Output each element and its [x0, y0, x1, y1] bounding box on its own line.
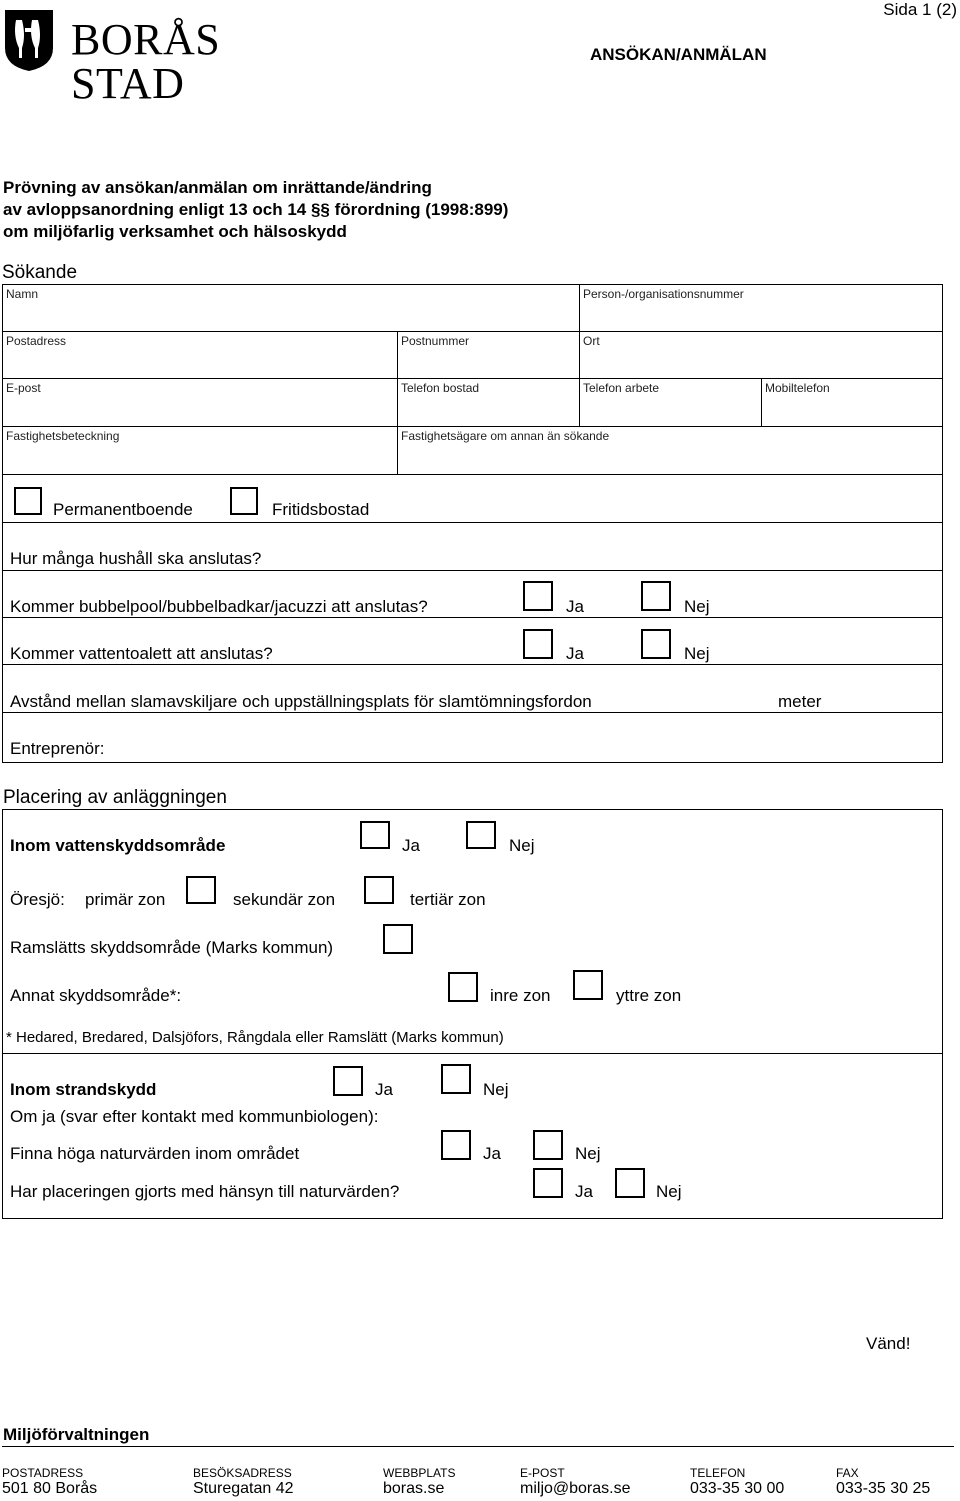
water-protection-yes-checkbox[interactable] — [360, 821, 390, 849]
divider — [397, 426, 398, 474]
consideration-yes-checkbox[interactable] — [533, 1168, 563, 1198]
nature-values-no-checkbox[interactable] — [533, 1130, 563, 1160]
divider — [2, 1053, 943, 1054]
email-field[interactable]: E-post — [6, 381, 41, 395]
org-number-field[interactable]: Person-/organisationsnummer — [583, 287, 744, 301]
pool-yes-checkbox[interactable] — [523, 581, 553, 611]
shore-protection-no-checkbox[interactable] — [441, 1064, 471, 1094]
shore-protection-label: Inom strandskydd — [10, 1080, 157, 1099]
document-type: ANSÖKAN/ANMÄLAN — [590, 45, 767, 64]
divider — [2, 474, 943, 475]
section-heading-applicant: Sökande — [2, 262, 78, 283]
permanent-label: Permanentboende — [53, 500, 193, 519]
water-protection-no-label: Nej — [509, 836, 535, 855]
phone-home-field[interactable]: Telefon bostad — [401, 381, 480, 395]
footer-value-fax: 033-35 30 25 — [836, 1480, 931, 1497]
divider — [579, 284, 580, 331]
footer-label-visit: BESÖKSADRESS — [193, 1466, 292, 1480]
outer-zone-checkbox[interactable] — [573, 970, 603, 1000]
footer-value-phone: 033-35 30 00 — [690, 1480, 785, 1497]
footer-label-email: E-POST — [520, 1466, 565, 1480]
shore-protection-no-label: Nej — [483, 1080, 509, 1099]
divider — [2, 522, 943, 523]
name-field[interactable]: Namn — [6, 287, 39, 301]
distance-unit: meter — [778, 692, 822, 711]
nature-values-yes-label: Ja — [483, 1144, 501, 1163]
footer-divider — [2, 1446, 954, 1447]
nature-values-yes-checkbox[interactable] — [441, 1130, 471, 1160]
phone-work-field[interactable]: Telefon arbete — [583, 381, 660, 395]
inner-zone-label: inre zon — [490, 986, 551, 1005]
consideration-label: Har placeringen gjorts med hänsyn till naturvärden? — [10, 1182, 400, 1201]
divider — [2, 664, 943, 665]
water-protection-no-checkbox[interactable] — [466, 821, 496, 849]
footer-label-web: WEBBPLATS — [383, 1466, 456, 1480]
footer-value-web[interactable]: boras.se — [383, 1480, 445, 1497]
pool-no-checkbox[interactable] — [641, 581, 671, 611]
footer-value-visit: Sturegatan 42 — [193, 1480, 294, 1497]
pool-no-label: Nej — [684, 597, 710, 616]
ramslatt-checkbox[interactable] — [383, 924, 413, 954]
toilet-yes-checkbox[interactable] — [523, 629, 553, 659]
holiday-checkbox[interactable] — [230, 487, 258, 515]
page-title — [3, 177, 508, 243]
divider — [2, 712, 943, 713]
property-owner-field[interactable]: Fastighetsägare om annan än sökande — [401, 429, 610, 443]
borås-stad-logo — [3, 8, 343, 108]
water-protection-label: Inom vattenskyddsområde — [10, 836, 226, 855]
footer-value-postal: 501 80 Borås — [2, 1480, 98, 1497]
toilet-no-checkbox[interactable] — [641, 629, 671, 659]
title-line-1: Prövning av ansökan/anmälan om inrättande/ändring — [3, 178, 432, 197]
turn-over-note: Vänd! — [866, 1334, 911, 1353]
divider — [2, 378, 943, 379]
distance-question[interactable]: Avstånd mellan slamavskiljare och uppställningsplats för slamtömningsfordon — [10, 692, 592, 711]
divider — [579, 331, 580, 378]
footnote: * Hedared, Bredared, Dalsjöfors, Rångdala eller Ramslätt (Marks kommun) — [6, 1029, 504, 1046]
primary-zone-checkbox[interactable] — [186, 876, 216, 904]
page-indicator: Sida 1 (2) — [883, 0, 957, 19]
shore-protection-yes-label: Ja — [375, 1080, 393, 1099]
inner-zone-checkbox[interactable] — [448, 972, 478, 1002]
property-designation-field[interactable]: Fastighetsbeteckning — [6, 429, 120, 443]
footer-label-fax: FAX — [836, 1466, 859, 1480]
divider — [2, 331, 943, 332]
city-field[interactable]: Ort — [583, 334, 600, 348]
pool-yes-label: Ja — [566, 597, 584, 616]
divider — [2, 617, 943, 618]
toilet-no-label: Nej — [684, 644, 710, 663]
toilet-yes-label: Ja — [566, 644, 584, 663]
pool-question: Kommer bubbelpool/bubbelbadkar/jacuzzi att anslutas? — [10, 597, 428, 616]
permanent-checkbox[interactable] — [14, 487, 42, 515]
tertiary-zone-label: tertiär zon — [410, 890, 486, 909]
nature-values-label: Finna höga naturvärden inom området — [10, 1144, 300, 1163]
shore-protection-yes-checkbox[interactable] — [333, 1066, 363, 1096]
consideration-no-label: Nej — [656, 1182, 682, 1201]
contractor-field[interactable]: Entreprenör: — [10, 739, 105, 758]
divider — [2, 570, 943, 571]
secondary-zone-checkbox[interactable] — [364, 876, 394, 904]
primary-zone-label: primär zon — [85, 890, 166, 909]
address-field[interactable]: Postadress — [6, 334, 67, 348]
title-line-3: om miljöfarlig verksamhet och hälsoskydd — [3, 222, 347, 241]
department-name: Miljöförvaltningen — [3, 1425, 150, 1444]
oresjo-label: Öresjö: — [10, 890, 65, 909]
holiday-label: Fritidsbostad — [272, 500, 370, 519]
water-protection-yes-label: Ja — [402, 836, 420, 855]
divider — [397, 378, 398, 426]
coat-of-arms-icon — [3, 8, 55, 72]
consideration-no-checkbox[interactable] — [615, 1168, 645, 1198]
section-heading-placement: Placering av anläggningen — [3, 787, 227, 808]
divider — [579, 378, 580, 426]
footer-value-email[interactable]: miljo@boras.se — [520, 1480, 631, 1497]
ramslatt-label: Ramslätts skyddsområde (Marks kommun) — [10, 938, 334, 957]
toilet-question: Kommer vattentoalett att anslutas? — [10, 644, 273, 663]
footer-label-postal: POSTADRESS — [2, 1466, 84, 1480]
secondary-zone-label: sekundär zon — [233, 890, 336, 909]
postal-code-field[interactable]: Postnummer — [401, 334, 470, 348]
divider — [397, 331, 398, 378]
other-area-label: Annat skyddsområde*: — [10, 986, 182, 1005]
outer-zone-label: yttre zon — [616, 986, 682, 1005]
households-question[interactable]: Hur många hushåll ska anslutas? — [10, 549, 262, 568]
title-line-2: av avloppsanordning enligt 13 och 14 §§ förordning (1998:899) — [3, 200, 509, 219]
mobile-field[interactable]: Mobiltelefon — [765, 381, 830, 395]
consideration-yes-label: Ja — [575, 1182, 593, 1201]
divider — [761, 378, 762, 426]
nature-values-no-label: Nej — [575, 1144, 601, 1163]
divider — [2, 426, 943, 427]
footer-label-phone: TELEFON — [690, 1466, 746, 1480]
logo-text: BORÅS STAD — [71, 15, 221, 108]
if-yes-label: Om ja (svar efter kontakt med kommunbiologen): — [10, 1107, 379, 1126]
